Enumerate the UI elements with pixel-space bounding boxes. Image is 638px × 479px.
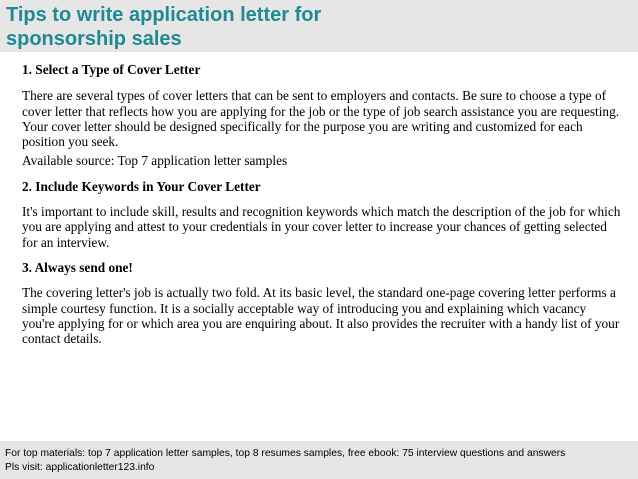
section-1-heading: 1. Select a Type of Cover Letter	[22, 62, 201, 77]
section-2-paragraph: It's important to include skill, results and recognition keywords which match the description of the job for which you are applying and attest to your credentials in your cover letter to increase your chances of getting selected for an interview.	[22, 204, 621, 250]
footer-band	[0, 441, 638, 479]
available-source-text: Available source: Top 7 application letter samples	[22, 153, 288, 169]
title-line-1: Tips to write application letter for	[6, 4, 322, 26]
title-bar	[0, 0, 638, 52]
section-2-heading: 2. Include Keywords in Your Cover Letter	[22, 178, 261, 194]
title-line-2: sponsorship sales	[6, 28, 182, 50]
slide-title	[6, 3, 626, 51]
footer-line-2: Pls visit: applicationletter123.info	[5, 462, 155, 473]
section-3-heading: 3. Always send one!	[22, 259, 133, 275]
section-3-paragraph: The covering letter's job is actually two fold. At its basic level, the standard one-page covering letter performs a simple courtesy function. It is a socially acceptable way of introducing you and explaining which vacancy you're applying for or which area you are enquiring about. It also provides the recruiter with a handy list of your contact details.	[22, 285, 620, 347]
slide-content	[22, 62, 622, 346]
section-1-paragraph: There are several types of cover letters that can be sent to employers and contacts. Be sure to choose a type of cover letter that reflects how you are applying for the job or the type of job search assistance you are requesting. Your cover letter should be designed specifically for the purpose you are writing and customized for each position you seek.	[22, 88, 620, 150]
footer-line-1: For top materials: top 7 application letter samples, top 8 resumes samples, free ebook: 75 interview questions and answers	[5, 448, 566, 459]
